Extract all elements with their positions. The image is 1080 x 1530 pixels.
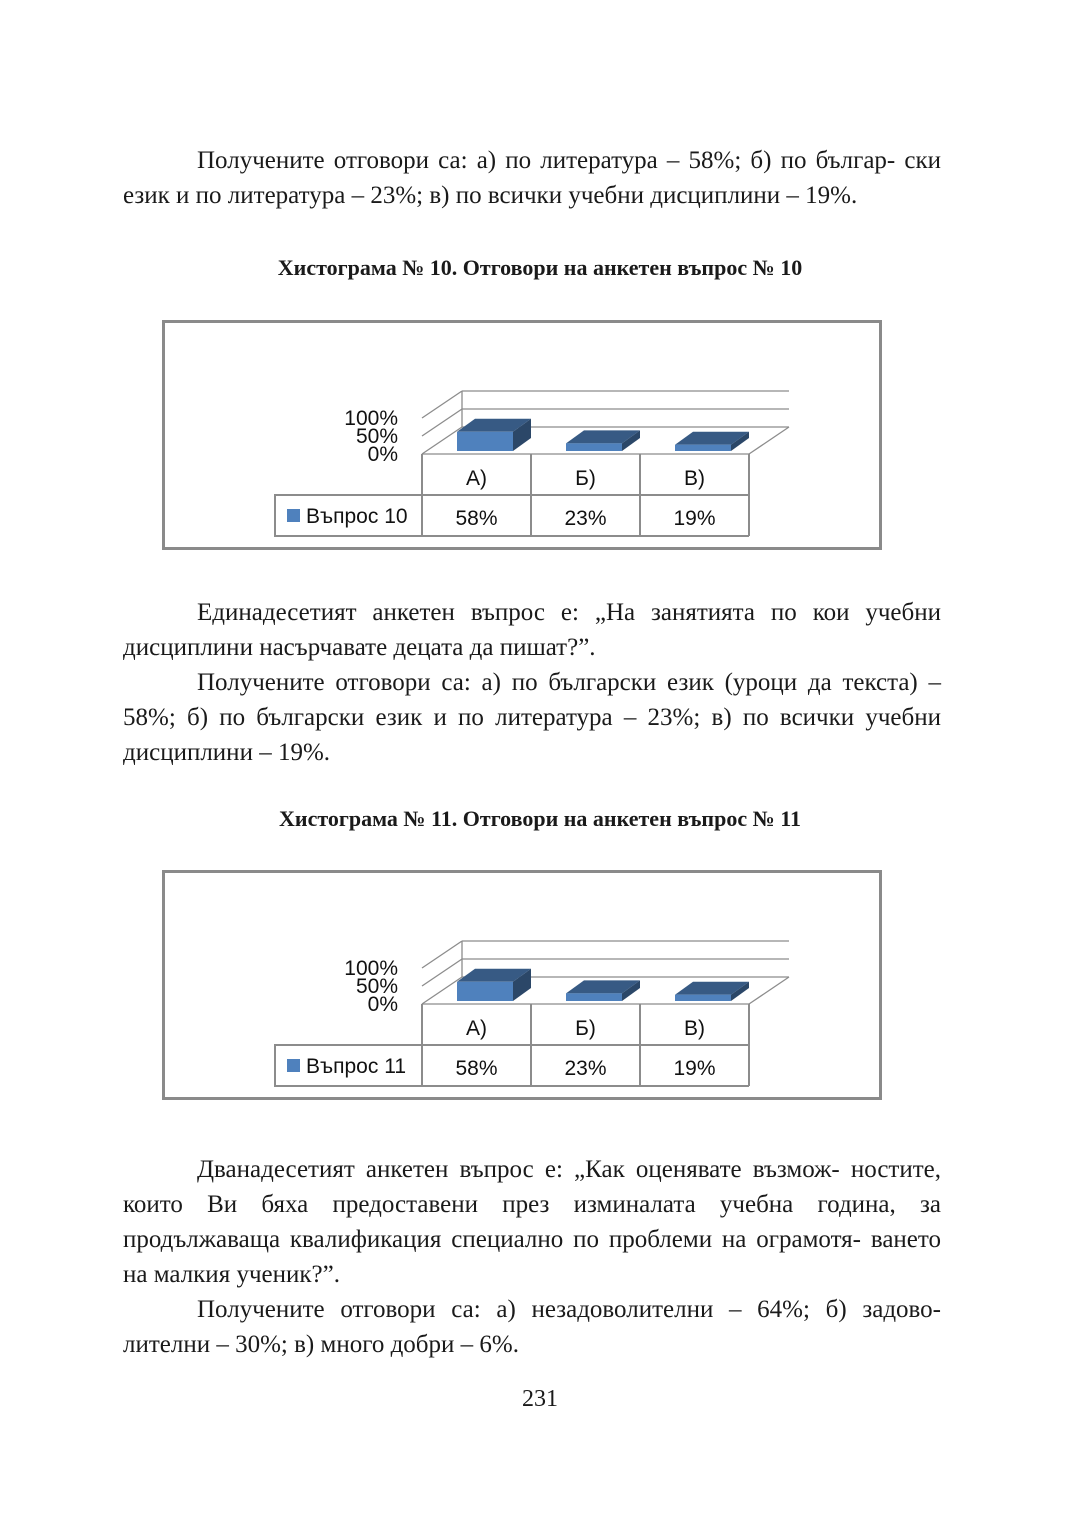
data-label: 23% [564, 507, 607, 530]
chart-11-caption: Хистограма № 11. Отговори на анкетен въпрос № 11 [279, 806, 801, 831]
paragraph-3 [123, 665, 941, 770]
gridline-side [422, 409, 462, 436]
legend-swatch [287, 509, 300, 522]
paragraph-4 [123, 1152, 941, 1292]
paragraph-2 [123, 595, 941, 665]
data-label: 19% [673, 1057, 716, 1080]
bar [457, 982, 513, 1001]
category-label: В) [684, 467, 705, 490]
gridline-side [422, 391, 462, 418]
paragraph-5-text: Получените отговори са: а) незадоволителни – 64%; б) задово- лителни – 30%; в) много добри – 6%. [123, 1296, 941, 1358]
legend-label: Въпрос 10 [306, 505, 408, 528]
category-label: Б) [575, 1017, 596, 1040]
data-label: 19% [673, 507, 716, 530]
page-number: 231 [522, 1386, 558, 1412]
bar [675, 445, 731, 451]
bar [457, 432, 513, 451]
legend-label: Въпрос 11 [306, 1055, 406, 1078]
y-tick-label: 100% [344, 407, 398, 430]
chart-11-svg [165, 873, 885, 1103]
chart-11 [162, 870, 882, 1100]
y-tick-label: 100% [344, 957, 398, 980]
y-tick-label: 0% [367, 993, 398, 1016]
bar [675, 995, 731, 1001]
paragraph-5 [123, 1292, 941, 1362]
paragraph-3-text: Получените отговори са: а) по български език (уроци да текста) – 58%; б) по български език и по литература – 23%; в) по всички учебни дисциплини – 19%. [123, 669, 941, 766]
floor-right-edge [749, 977, 789, 1004]
data-label: 58% [455, 1057, 498, 1080]
y-tick-label: 0% [367, 443, 398, 466]
y-tick-label: 50% [355, 975, 398, 998]
gridline-side [422, 427, 462, 454]
paragraph-1 [123, 143, 941, 213]
gridline-side [422, 941, 462, 968]
chart-10-caption: Хистограма № 10. Отговори на анкетен въпрос № 10 [277, 255, 803, 280]
chart-10 [162, 320, 882, 550]
paragraph-1-text: Получените отговори са: а) по литература – 58%; б) по българ- ски език и по литература – 23%; в) по всички учебни дисциплини – 19%. [123, 147, 941, 209]
category-label: В) [684, 1017, 705, 1040]
paragraph-4-text: Дванадесетият анкетен въпрос е: „Как оценявате възмож- ностите, които Ви бяха предоставени през изминалата учебна година, за продължаваща квалификация специално по проблеми на ограмотя- ването на малкия ученик?”. [123, 1156, 941, 1288]
gridline-side [422, 959, 462, 986]
paragraph-2-text: Единадесетият анкетен въпрос е: „На занятията по кои учебни дисциплини насърчавате децата да пишат?”. [123, 599, 941, 661]
bar [566, 993, 622, 1001]
bar [566, 443, 622, 451]
category-label: А) [466, 1017, 487, 1040]
category-label: Б) [575, 467, 596, 490]
y-tick-label: 50% [355, 425, 398, 448]
chart-10-svg [165, 323, 885, 553]
data-label: 23% [564, 1057, 607, 1080]
floor-right-edge [749, 427, 789, 454]
gridline-side [422, 977, 462, 1004]
data-label: 58% [455, 507, 498, 530]
legend-swatch [287, 1059, 300, 1072]
category-label: А) [466, 467, 487, 490]
